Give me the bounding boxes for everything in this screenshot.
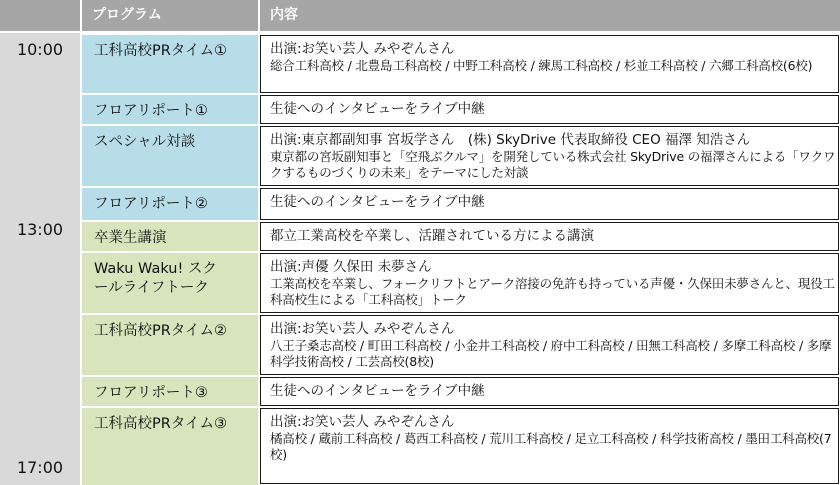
content-cell bbox=[260, 222, 839, 251]
program-cell: Waku Waku! スクールライフトーク bbox=[82, 253, 258, 313]
time-17: 17:00 bbox=[16, 458, 64, 477]
content-detail: 東京都の宮坂副知事と「空飛ぶクルマ」を開発している株式会社 SkyDrive の福澤さんによる「ワクワクするものづくりの未来」をテーマにした対談 bbox=[270, 149, 836, 180]
content-main: 生徒へのインタビューをライブ中継 bbox=[270, 194, 485, 210]
header-time-cell bbox=[0, 0, 80, 31]
time-10: 10:00 bbox=[16, 40, 64, 59]
program-cell: 工科高校PRタイム① bbox=[82, 35, 258, 93]
content-main: 出演:声優 久保田 未夢さん bbox=[270, 259, 432, 275]
time-column bbox=[0, 33, 80, 485]
program-cell: 卒業生講演 bbox=[82, 222, 258, 251]
program-cell: スペシャル対談 bbox=[82, 126, 258, 186]
content-cell bbox=[260, 253, 839, 313]
content-detail: 工業高校を卒業し、フォークリフトとアーク溶接の免許も持っている声優・久保田未夢さんと、現役工科高校生による「工科高校」トーク bbox=[270, 276, 835, 307]
content-cell bbox=[260, 188, 839, 220]
program-cell: 工科高校PRタイム② bbox=[82, 315, 258, 375]
program-cell: フロアリポート② bbox=[82, 188, 258, 220]
time-13: 13:00 bbox=[16, 220, 64, 239]
content-cell bbox=[260, 35, 839, 93]
content-main: 生徒へのインタビューをライブ中継 bbox=[270, 101, 485, 117]
content-detail: 橘高校 / 蔵前工科高校 / 葛西工科高校 / 荒川工科高校 / 足立工科高校 / 科学技術高校 / 墨田工科高校(7校) bbox=[270, 431, 832, 462]
header-content: 内容 bbox=[260, 0, 840, 31]
content-main: 出演:お笑い芸人 みやぞんさん bbox=[270, 321, 455, 337]
content-main: 生徒へのインタビューをライブ中継 bbox=[270, 383, 485, 399]
content-main: 出演:東京都副知事 宮坂学さん (株) SkyDrive 代表取締役 CEO 福澤 知浩さん bbox=[270, 132, 751, 148]
program-cell: 工科高校PRタイム③ bbox=[82, 408, 258, 485]
header-program: プログラム bbox=[82, 0, 258, 31]
program-cell: フロアリポート① bbox=[82, 95, 258, 124]
content-detail: 八王子桑志高校 / 町田工科高校 / 小金井工科高校 / 府中工科高校 / 田無工科高校 / 多摩工科高校 / 多摩科学技術高校 / 工芸高校(8校) bbox=[270, 338, 832, 369]
content-cell bbox=[260, 408, 839, 484]
content-main: 出演:お笑い芸人 みやぞんさん bbox=[270, 414, 455, 430]
program-cell: フロアリポート③ bbox=[82, 377, 258, 406]
content-cell bbox=[260, 315, 839, 375]
content-cell bbox=[260, 126, 839, 186]
content-cell bbox=[260, 377, 839, 406]
content-cell bbox=[260, 95, 839, 124]
content-main: 都立工業高校を卒業し、活躍されている方による講演 bbox=[270, 228, 594, 244]
content-detail: 総合工科高校 / 北豊島工科高校 / 中野工科高校 / 練馬工科高校 / 杉並工科高校 / 六郷工科高校(6校) bbox=[270, 58, 813, 73]
content-main: 出演:お笑い芸人 みやぞんさん bbox=[270, 41, 455, 57]
